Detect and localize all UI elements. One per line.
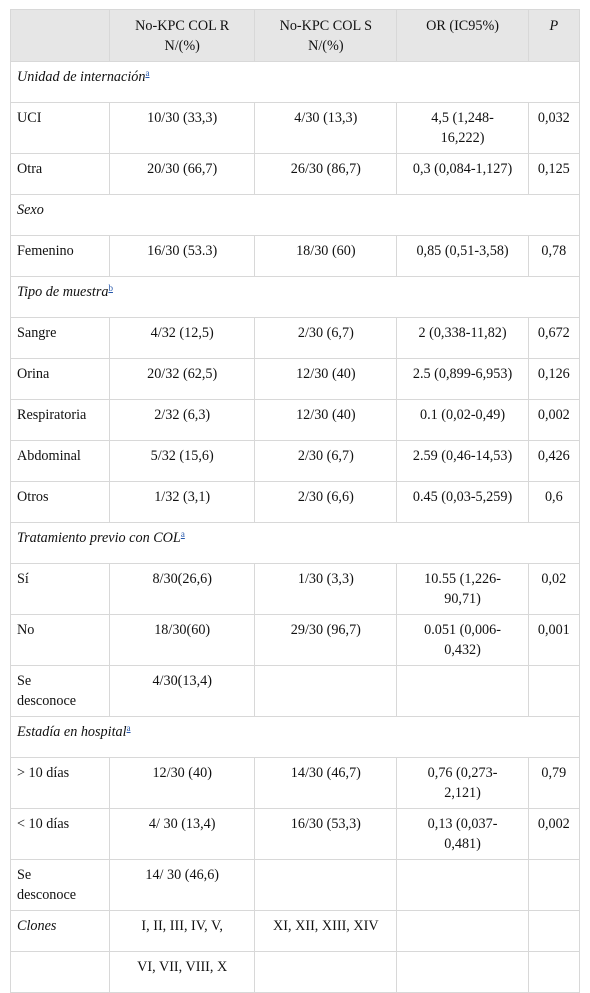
cell-p: 0,002 [528, 400, 579, 441]
row-label: Otros [11, 482, 110, 523]
cell-s-clones: XI, XII, XIII, XIV [255, 911, 397, 952]
cell-s: 2/30 (6,7) [255, 318, 397, 359]
table-row-menos-10 [11, 809, 580, 860]
cell-s [255, 952, 397, 993]
table-row-mas-10 [11, 758, 580, 809]
cell-s: 29/30 (96,7) [255, 615, 397, 666]
row-label: Se desconoce [11, 860, 110, 911]
section-row-tratamiento [11, 523, 580, 564]
section-label-estadia: Estadía en hospital$^a$ [11, 717, 580, 758]
cell-p: 0,426 [528, 441, 579, 482]
cell-p [528, 911, 579, 952]
cell-r: 4/ 30 (13,4) [110, 809, 255, 860]
cell-p: 0,6 [528, 482, 579, 523]
header-empty-cell [11, 10, 110, 62]
cell-s: 4/30 (13,3) [255, 103, 397, 154]
footnote-link-a[interactable]: a [180, 529, 185, 539]
cell-s: 2/30 (6,7) [255, 441, 397, 482]
table-row-desconoce-1 [11, 666, 580, 717]
table-row-orina [11, 359, 580, 400]
cell-p: 0,126 [528, 359, 579, 400]
cell-r: 1/32 (3,1) [110, 482, 255, 523]
cell-r: 10/30 (33,3) [110, 103, 255, 154]
cell-s [255, 666, 397, 717]
cell-r: 16/30 (53.3) [110, 236, 255, 277]
cell-or: 0,13 (0,037-0,481) [397, 809, 528, 860]
cell-p [528, 952, 579, 993]
cell-s: 14/30 (46,7) [255, 758, 397, 809]
cell-s: 16/30 (53,3) [255, 809, 397, 860]
header-col-s [255, 10, 397, 62]
cell-s: 2/30 (6,6) [255, 482, 397, 523]
table-row-abdominal [11, 441, 580, 482]
row-label: No [11, 615, 110, 666]
cell-p: 0,79 [528, 758, 579, 809]
cell-r: 5/32 (15,6) [110, 441, 255, 482]
table-row-otra [11, 154, 580, 195]
cell-s: 26/30 (86,7) [255, 154, 397, 195]
cell-r: 20/32 (62,5) [110, 359, 255, 400]
section-label-unidad: Unidad de internación$^a$ [11, 62, 580, 103]
footnote-link-b[interactable]: b [108, 283, 113, 293]
cell-s: 12/30 (40) [255, 359, 397, 400]
cell-or: 4,5 (1,248-16,222) [397, 103, 528, 154]
cell-or [397, 952, 528, 993]
cell-or [397, 911, 528, 952]
header-col-r-line1: No-KPC COL R [135, 18, 230, 34]
section-label-sexo: Sexo [11, 195, 580, 236]
section-label-tratamiento: Tratamiento previo con COL$^a$ [11, 523, 580, 564]
cell-r: 4/30(13,4) [110, 666, 255, 717]
table-row-clones [11, 911, 580, 952]
row-label [11, 952, 110, 993]
footnote-link-a[interactable]: a [126, 723, 131, 733]
cell-p: 0,02 [528, 564, 579, 615]
cell-r: 8/30(26,6) [110, 564, 255, 615]
table-row-uci [11, 103, 580, 154]
cell-r: 4/32 (12,5) [110, 318, 255, 359]
table-row-sangre [11, 318, 580, 359]
table-row-desconoce-2 [11, 860, 580, 911]
cell-or: 2.5 (0,899-6,953) [397, 359, 528, 400]
cell-s: 18/30 (60) [255, 236, 397, 277]
header-col-p: P [528, 10, 579, 62]
header-col-or: OR (IC95%) [397, 10, 528, 62]
cell-p: 0,001 [528, 615, 579, 666]
table-row-respiratoria [11, 400, 580, 441]
cell-p [528, 666, 579, 717]
cell-r: 18/30(60) [110, 615, 255, 666]
cell-p [528, 860, 579, 911]
section-row-unidad [11, 62, 580, 103]
cell-or: 0,3 (0,084-1,127) [397, 154, 528, 195]
cell-or: 0,76 (0,273-2,121) [397, 758, 528, 809]
row-label: Abdominal [11, 441, 110, 482]
cell-r-clones-1: I, II, III, IV, V, [110, 911, 255, 952]
section-label-muestra: Tipo de muestra$^b$ [11, 277, 580, 318]
row-label-clones: Clones [11, 911, 110, 952]
cell-p: 0,125 [528, 154, 579, 195]
cell-or: 2 (0,338-11,82) [397, 318, 528, 359]
cell-r: 2/32 (6,3) [110, 400, 255, 441]
cell-r: 12/30 (40) [110, 758, 255, 809]
cell-s: 12/30 (40) [255, 400, 397, 441]
cell-or: 0.1 (0,02-0,49) [397, 400, 528, 441]
header-col-r [110, 10, 255, 62]
section-row-muestra [11, 277, 580, 318]
cell-or: 2.59 (0,46-14,53) [397, 441, 528, 482]
table-header-row [11, 10, 580, 62]
header-col-s-line2: N/(%) [308, 38, 344, 54]
cell-s: 1/30 (3,3) [255, 564, 397, 615]
table-row-clones-cont [11, 952, 580, 993]
cell-r: 20/30 (66,7) [110, 154, 255, 195]
cell-or: 10.55 (1,226-90,71) [397, 564, 528, 615]
section-row-estadia [11, 717, 580, 758]
table-row-otros [11, 482, 580, 523]
cell-r-clones-2: VI, VII, VIII, X [110, 952, 255, 993]
row-label: Se desconoce [11, 666, 110, 717]
header-col-r-line2: N/(%) [164, 38, 200, 54]
cell-p: 0,672 [528, 318, 579, 359]
row-label: < 10 días [11, 809, 110, 860]
row-label: Sangre [11, 318, 110, 359]
table-row-no [11, 615, 580, 666]
table-row-femenino [11, 236, 580, 277]
cell-s [255, 860, 397, 911]
cell-r: 14/ 30 (46,6) [110, 860, 255, 911]
cell-p: 0,032 [528, 103, 579, 154]
row-label: Orina [11, 359, 110, 400]
table-row-si [11, 564, 580, 615]
row-label: Otra [11, 154, 110, 195]
footnote-link-a[interactable]: a [145, 68, 150, 78]
cell-or: 0.45 (0,03-5,259) [397, 482, 528, 523]
row-label: Respiratoria [11, 400, 110, 441]
cell-or [397, 666, 528, 717]
data-table [10, 9, 580, 993]
cell-or: 0,85 (0,51-3,58) [397, 236, 528, 277]
cell-or: 0.051 (0,006-0,432) [397, 615, 528, 666]
cell-p: 0,002 [528, 809, 579, 860]
section-row-sexo [11, 195, 580, 236]
header-col-s-line1: No-KPC COL S [279, 18, 373, 34]
row-label: Femenino [11, 236, 110, 277]
cell-or [397, 860, 528, 911]
row-label: UCI [11, 103, 110, 154]
row-label: > 10 días [11, 758, 110, 809]
row-label: Sí [11, 564, 110, 615]
cell-p: 0,78 [528, 236, 579, 277]
